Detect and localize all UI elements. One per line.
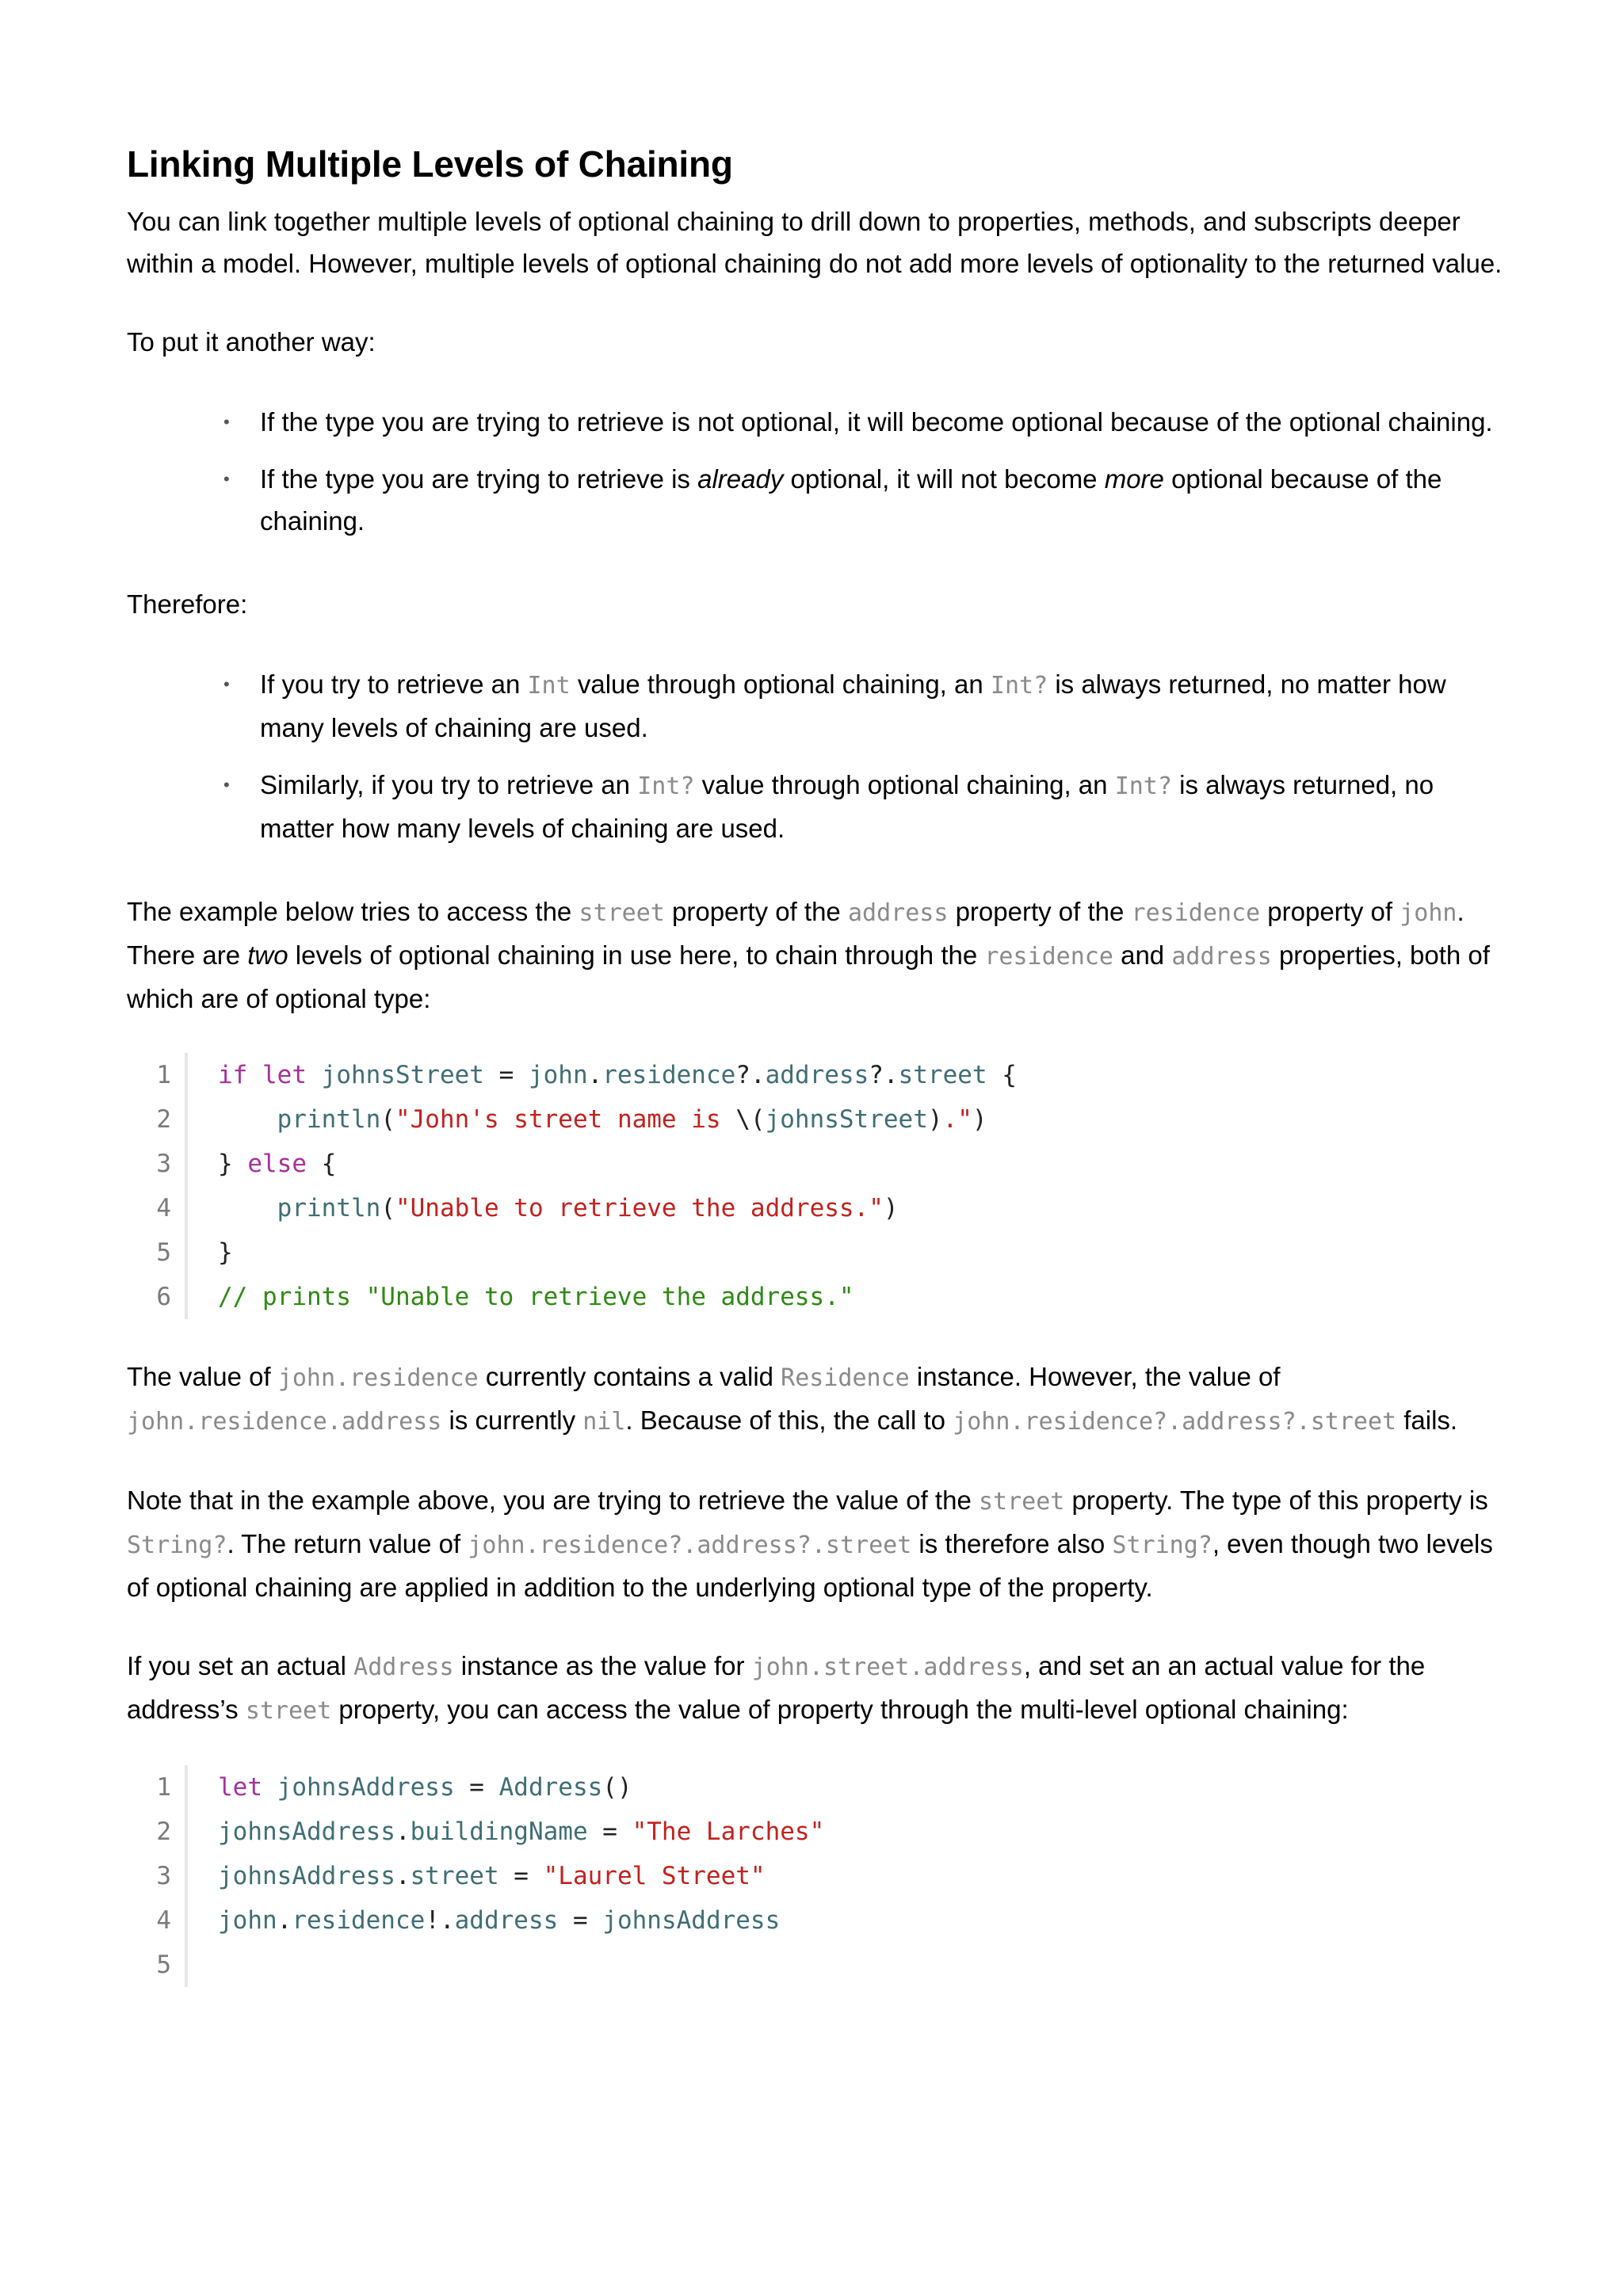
section-heading: Linking Multiple Levels of Chaining — [127, 143, 733, 185]
inline-code: String? — [127, 1531, 227, 1560]
code-text: let johnsAddress = Address() — [218, 1773, 632, 1802]
code-text — [188, 1943, 218, 1987]
line-number: 2 — [156, 1817, 171, 1847]
line-number: 3 — [156, 1862, 171, 1891]
code-text: } — [218, 1238, 233, 1268]
inline-code: nil — [582, 1408, 626, 1436]
code-line — [127, 1097, 1514, 1142]
set-address-paragraph: If you set an actual Address instance as the value for john.street.address, and set an an actual value for the address’s street property, you can access the value of property through the multi-level optional chaining: — [127, 1651, 1426, 1726]
code-text: println("Unable to retrieve the address.") — [277, 1194, 899, 1223]
code-text: } else { — [218, 1150, 337, 1179]
list-item: • If the type you are trying to retrieve is already optional, it will not become more optional because of the chaining. — [260, 458, 1514, 542]
inline-code: street — [245, 1697, 332, 1726]
inline-code: residence — [984, 943, 1113, 971]
list-item: • Similarly, if you try to retrieve an Int? value through optional chaining, an Int? is always returned, no matter how many levels of chaining are used. — [260, 764, 1514, 849]
code-line — [127, 1854, 1514, 1898]
bullet-list-int — [127, 663, 1514, 849]
code-text: johnsAddress.buildingName = "The Larches" — [218, 1817, 825, 1847]
code-text: println("John's street name is \(johnsStreet).") — [277, 1105, 987, 1135]
code-comment: // prints "Unable to retrieve the address." — [218, 1283, 854, 1312]
inline-code: john.residence — [277, 1364, 479, 1393]
code-text — [188, 1275, 854, 1319]
code-block-optional-chaining — [127, 1053, 1514, 1319]
inline-code: john.residence?.address?.street — [468, 1531, 912, 1560]
inline-code: john.residence.address — [127, 1408, 442, 1436]
value-paragraph: The value of john.residence currently contains a valid Residence instance. However, the value of john.residence.address is currently nil. Because of this, the call to john.residence?.address?.street fails. — [127, 1362, 1458, 1436]
code-line — [127, 1186, 1514, 1230]
line-number: 2 — [156, 1105, 171, 1135]
code-line — [127, 1275, 1514, 1319]
emphasis: two — [247, 940, 288, 971]
inline-code: Int? — [990, 672, 1048, 700]
code-block-set-address — [127, 1765, 1514, 1987]
code-line — [127, 1898, 1514, 1943]
inline-code: residence — [1131, 899, 1261, 928]
code-text: john.residence!.address = johnsAddress — [218, 1906, 781, 1936]
bullet-list-optionality — [127, 401, 1514, 542]
emphasis: more — [1104, 464, 1164, 494]
intro-lead-paragraph: To put it another way: — [127, 327, 376, 357]
inline-code: john — [1400, 899, 1457, 928]
inline-code: john.residence?.address?.street — [953, 1408, 1397, 1436]
list-item: • If you try to retrieve an Int value through optional chaining, an Int? is always returned, no matter how many levels of chaining are used. — [260, 663, 1514, 749]
inline-code: Int — [527, 672, 571, 700]
line-number: 4 — [156, 1906, 171, 1936]
code-line — [127, 1053, 1514, 1097]
line-number: 5 — [156, 1951, 171, 1980]
inline-code: Residence — [781, 1364, 910, 1393]
line-number: 4 — [156, 1194, 171, 1223]
inline-code: street — [978, 1488, 1065, 1516]
code-line — [127, 1765, 1514, 1810]
code-line — [127, 1943, 1514, 1987]
code-line — [127, 1142, 1514, 1186]
code-text: if let johnsStreet = john.residence?.address?.street { — [218, 1061, 1017, 1090]
line-number: 3 — [156, 1150, 171, 1179]
inline-code: address — [1171, 943, 1272, 971]
line-number: 1 — [156, 1773, 171, 1802]
inline-code: address — [847, 899, 949, 928]
note-paragraph: Note that in the example above, you are trying to retrieve the value of the street property. The type of this property is String?. The return value of john.residence?.address?.street is therefore also String?, even though two levels of optional chaining are applied in addition to the underlying optional type of the property. — [127, 1486, 1493, 1603]
inline-code: Int? — [1114, 772, 1172, 801]
inline-code: Int? — [637, 772, 695, 801]
code-line — [127, 1230, 1514, 1275]
line-number: 6 — [156, 1283, 171, 1312]
example-paragraph: The example below tries to access the street property of the address property of the residence property of john. There are two levels of optional chaining in use here, to chain through the residence and address properties, both of which are of optional type: — [127, 897, 1490, 1014]
inline-code: Address — [353, 1653, 454, 1682]
intro-paragraph: You can link together multiple levels of optional chaining to drill down to properties, methods, and subscripts deeper within a model. However, multiple levels of optional chaining do not add more levels of optionality to the returned value. — [127, 207, 1503, 279]
inline-code: String? — [1112, 1531, 1212, 1560]
line-number: 5 — [156, 1238, 171, 1268]
line-number: 1 — [156, 1061, 171, 1090]
list-item: • If the type you are trying to retrieve is not optional, it will become optional because of the optional chaining. — [260, 401, 1514, 443]
code-line — [127, 1810, 1514, 1854]
document-page — [127, 143, 1514, 2023]
emphasis: already — [697, 464, 784, 494]
inline-code: street — [579, 899, 665, 928]
code-text: johnsAddress.street = "Laurel Street" — [218, 1862, 766, 1891]
inline-code: john.street.address — [751, 1653, 1024, 1682]
therefore-paragraph: Therefore: — [127, 589, 248, 620]
